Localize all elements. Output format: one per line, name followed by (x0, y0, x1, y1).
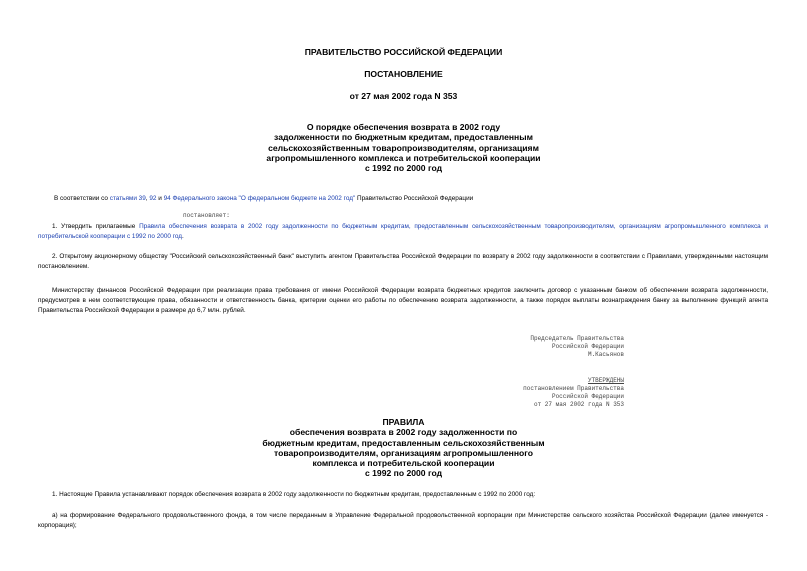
rules-title-line: комплекса и потребительской кооперации (312, 458, 495, 469)
title-line: с 1992 по 2000 год (364, 163, 443, 174)
signature-line: Председатель Правительства (530, 335, 624, 342)
rules-title-line: ПРАВИЛА (382, 417, 425, 427)
rules-item-a-text: а) на формирование Федерального продовольственного фонда, в том числе переданным в Управление Федеральной продовольственной корпорации при Министерстве сельского хозяйства Российской Федерации (далее именуется - корпорация); (38, 512, 768, 529)
item-1 (38, 222, 768, 242)
link-federal-law[interactable]: 94 Федерального закона "О федеральном бюджете на 2002 год" (163, 195, 356, 202)
signature-line: Российской Федерации (551, 343, 624, 350)
preamble (54, 194, 774, 204)
item-1-suffix: . (182, 233, 184, 240)
rules-title-line: товаропроизводителям, организациям агропромышленного (273, 447, 534, 458)
link-article-92[interactable]: 92 (149, 195, 157, 202)
title-line: О порядке обеспечения возврата в 2002 году (306, 122, 501, 132)
preamble-suffix: Правительство Российской Федерации (355, 195, 474, 202)
rules-title-line: с 1992 по 2000 год (364, 468, 443, 479)
rules-item-1-text: 1. Настоящие Правила устанавливают порядок обеспечения возврата в 2002 году задолженности по бюджетным кредитам, предоставленным с 1992 по 2000 год: (52, 491, 536, 498)
document-title (200, 122, 607, 173)
rules-title (200, 417, 607, 479)
link-rules[interactable]: Правила обеспечения возврата в 2002 году задолженности по бюджетным кредитам, предоставленным сельскохозяйственным товаропроизводителям, организациям агропромышленного комплекса и потребительской кооперации с 1992 по 2000 год (38, 223, 768, 240)
rules-title-line: обеспечения возврата в 2002 году задолженности по (289, 427, 518, 438)
item-3-text: Министерству финансов Российской Федерации при реализации права требования от имени Российской Федерации возврата бюджетных кредитов заключить договор с указанным банком об обеспечении возврата задолженности, предусмотрев в нем соответствующие права, обязанности и ответственность банка, критерии оценки его работы по обеспечению возврата задолженности, а также порядок выплаты вознаграждения банку за выполнение функций агента Правительства Российской Федерации в размере до 6,7 млн. рублей. (38, 287, 768, 314)
preamble-prefix: В соответствии со (54, 195, 110, 202)
doc-type-heading: ПОСТАНОВЛЕНИЕ (364, 69, 443, 79)
title-line: сельскохозяйственным товаропроизводителям, организациям (268, 142, 539, 153)
date-number-heading: от 27 мая 2002 года N 353 (349, 91, 458, 101)
approved-line: УТВЕРЖДЕНЫ (587, 377, 624, 384)
item-1-prefix: 1. Утвердить прилагаемые (52, 223, 140, 230)
signature-block (530, 335, 624, 359)
title-line: агропромышленного комплекса и потребительской кооперации (266, 152, 541, 163)
rules-item-1 (38, 490, 768, 500)
approved-line: постановлением Правительства (523, 385, 624, 392)
postanovlyaet-label: постановляет: (183, 212, 230, 219)
item-3 (38, 286, 768, 316)
government-heading: ПРАВИТЕЛЬСТВО РОССИЙСКОЙ ФЕДЕРАЦИИ (304, 47, 503, 57)
rules-item-a (38, 511, 768, 531)
approved-line: Российской Федерации (551, 393, 624, 400)
item-2-text: 2. Открытому акционерному обществу "Российский сельскохозяйственный банк" выступить агентом Правительства Российской Федерации по возврату в 2002 году задолженности в соответствии с Правилами, утвержденными настоящим постановлением. (38, 253, 768, 270)
signature-line: М.Касьянов (587, 351, 624, 358)
title-line: задолженности по бюджетным кредитам, предоставленным (274, 132, 533, 143)
preamble-sep: , (145, 195, 150, 202)
preamble-sep: и (156, 195, 164, 202)
approved-line: от 27 мая 2002 года N 353 (533, 401, 624, 408)
rules-title-line: бюджетным кредитам, предоставленным сельскохозяйственным (262, 437, 545, 448)
approved-block (523, 377, 624, 409)
link-article-39[interactable]: статьями 39 (109, 195, 146, 202)
item-2 (38, 252, 768, 272)
